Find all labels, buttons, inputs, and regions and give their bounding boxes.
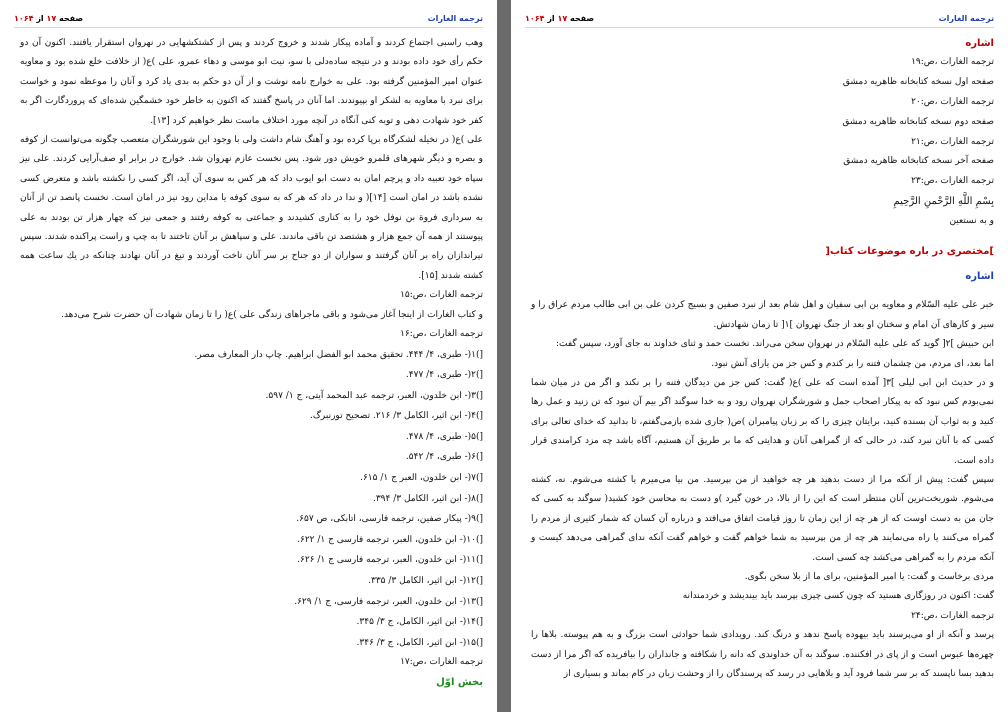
source-page-ref: ترجمه الغارات ،ص:۱۷ bbox=[400, 657, 483, 668]
left-page-content bbox=[20, 34, 483, 712]
body-paragraph: على )ع( در نخيله لشكرگاه برپا كرده بود و آهنگ شام داشت ولى با وجود اين شورشگران متعصب چگونه مى‌توانست از كوفه و بصره و ديگر شهرهاى قلمرو خويش دور شود. پس نخست عازم نهروان شد. خوارج در برابر او صف‌آرايى كردند. على نيز سپاه خود تعبيه داد و پرچم امان به دست ابو ايوب داد كه هر كس به سوى آن آيد، اگر كسى را نكشته باشد و متعرض كسى نشده باشد در امان است [۱۴]( و ندا در داد كه هر كه به سوى كوفه يا مداين رود نيز در امان است. نخست پانصد تن از آنان به سردارى فروة بن نوفل خود را به كنارى كشيدند و جماعتى به كوفه رفتند و جمعى نيز كه چهار هزار تن بودند به على پيوستند از همه آن جمع هزار و هشتصد تن باقى ماندند. على و سپاهش بر آنان تاختند تا به چپ و راست پراكنده شدند. سپس تيراندازان راه بر آنان گرفتند و سواران از دو جناح بر سر آنان تاخت آوردند و تيغ در آنان نهادند چنانكه در يك ساعت همه كشته شدند [۱۵]. bbox=[20, 135, 483, 281]
opening-phrase: و به نستعين bbox=[949, 215, 994, 226]
page-total: ۱۰۶۴ bbox=[14, 14, 34, 23]
page-sep: از bbox=[544, 14, 558, 23]
footnote-item[interactable]: [)۱۵(- ابن اثير، الكامل، ج ۳/ ۳۴۶. bbox=[356, 637, 483, 648]
footnote-item[interactable]: [)۱(- طبرى، ۴/ ۴۴۴. تحقيق محمد ابو الفضل ابراهيم. چاپ دار المعارف مصر. bbox=[194, 349, 483, 360]
body-paragraph: ابن حبيش ]۲[ گويد كه على عليه السّلام در نهروان سخن مى‌راند. نخست حمد و ثناى خداوند به جاى آورد، سپس گفت: bbox=[555, 339, 994, 350]
left-page bbox=[0, 0, 497, 712]
page-total: ۱۰۶۴ bbox=[525, 14, 545, 23]
toc-item: صفحه آخر نسخه كتابخانه ظاهريه دمشق bbox=[843, 156, 994, 167]
toc-item: ترجمه الغارات ،ص:۲۱ bbox=[911, 136, 994, 147]
source-page-ref: ترجمه الغارات ،ص:۲۴ bbox=[911, 610, 994, 621]
body-paragraph: و كتاب الغارات از اينجا آغاز مى‌شود و باقى ماجراهاى زندگى على )ع( را تا زمان شهادت آن حضرت شرح مى‌دهد. bbox=[61, 309, 483, 320]
toc-item: ترجمه الغارات ،ص:۲۳ bbox=[911, 176, 994, 187]
toc-item: ترجمه الغارات ،ص:۱۹ bbox=[911, 57, 994, 68]
source-page-ref: ترجمه الغارات ،ص:۱۶ bbox=[400, 329, 483, 340]
page-header bbox=[525, 12, 994, 26]
right-page bbox=[511, 0, 1008, 712]
section-heading: اشاره bbox=[965, 38, 994, 49]
footnote-item[interactable]: [)۴(- ابن اثير، الكامل ۳/ ۲۱۶. تصحيح تورنبرگ. bbox=[309, 411, 483, 422]
footnote-item[interactable]: [)۸(- ابن اثير، الكامل ۳/ ۳۹۴. bbox=[372, 493, 483, 504]
toc-item: صفحه دوم نسخه كتابخانه ظاهريه دمشق bbox=[842, 116, 994, 127]
toc-item: صفحه اول نسخه كتابخانه ظاهريه دمشق bbox=[842, 77, 994, 88]
page-label: صفحه bbox=[56, 14, 84, 23]
body-paragraph: خبر على عليه السّلام و معاويه بن ابى سفيان و اهل شام بعد از نبرد صفين و بسيج كردن على بن ابى طالب مردم عراق را و سير و كارهاى آن امام و سخنان او بعد از جنگ نهروان ]۱[ تا زمان شهادتش. bbox=[531, 300, 994, 330]
bismillah: بِسْمِ اللَّهِ الرَّحْمنِ الرَّحِيمِ bbox=[893, 195, 994, 207]
footnote-item[interactable]: [)۲(- طبرى، ۴/ ۴۷۷. bbox=[405, 370, 483, 381]
body-paragraph: اما بعد، اى مردم، من چشمان فتنه را بر كندم و كس جز من ياراى آنش نبود. bbox=[711, 358, 994, 369]
spacer bbox=[531, 232, 994, 242]
page-current: ۱۷ bbox=[557, 14, 568, 23]
toc-item: ترجمه الغارات ،ص:۲۰ bbox=[911, 97, 994, 107]
body-paragraph: سپس گفت: پيش از آنكه مرا از دست بدهيد هر چه خواهيد از من بپرسيد. من بيا مى‌ميرم يا كشته مى‌شوم. نه، كشته مى‌شوم. شوربخت‌ترين آنان منتظر است كه اين را از بالا، در خون گيرد )و دست به محاسن خود كشيد( سوگند به كسى كه جان من به دست اوست كه از هر چه از اين زمان تا روز قيامت اتفاق مى‌افتد و درباره آن كسان كه شمار كثيرى از مردم را گمراه مى‌كنند يا راه مى‌نمايند هر چه از من بپرسيد به شما خواهم گفت و خواهم گفت آنكه نداى گمراهى مى‌دهد كيست و آنكه مردم را به گمراهى مى‌كشد چه كسى است. bbox=[531, 475, 994, 563]
header-divider bbox=[14, 27, 483, 28]
spacer bbox=[531, 286, 994, 296]
book-title: ترجمه الغارات bbox=[427, 14, 483, 23]
footnote-item[interactable]: [)۱۱(- ابن خلدون، العبر، ترجمه فارسى ج ۱/ ۶۲۶. bbox=[297, 555, 483, 566]
book-title: ترجمه الغارات bbox=[938, 14, 994, 23]
page-current: ۱۷ bbox=[46, 14, 57, 23]
header-divider bbox=[525, 27, 994, 28]
section-heading: بخش اوّل bbox=[436, 676, 483, 688]
page-header bbox=[14, 12, 483, 26]
body-paragraph: مردى برخاست و گفت: يا امير المؤمنين، براى ما از بلا سخن بگوى. bbox=[744, 572, 994, 583]
footnote-item[interactable]: [)۱۲(- ابن اثير، الكامل ۳/ ۳۳۵. bbox=[368, 576, 483, 587]
body-paragraph: وهب راسبى اجتماع كردند و آماده پيكار شدند و خروج كردند و پس از كشتكشهايى در نهروان استقرار يافتند. اكنون آن دو حكم رأى خود داده بودند و در نتيجه ساده‌دلى با سو، نيت ابو موسى و دهاء عمرو، على )ع( از خلافت خلع شده بود و معاويه عنوان امير المؤمنين گرفته بود. على به خوارج نامه نوشت و از آن دو حكم به بدى ياد كرد و آنان را موعظه نمود و خواست براى نبرد با معاويه به لشكر او بپيوندند. اما آنان در پاسخ گفتند كه اكنون به خاطر خود خشمگين شده‌اى كه پروردگارت اگر به كفر خود شهادت دهى و توبه كنى آنگاه در آنچه مورد اختلاف ماست نظر خواهيم كرد [۱۳]. bbox=[20, 38, 483, 126]
page-number bbox=[14, 12, 83, 26]
footnote-item[interactable]: [)۳(- ابن خلدون، العبر، ترجمه عبد المحمد آيتى، ج ۱/ ۵۹۷. bbox=[265, 390, 483, 401]
source-page-ref: ترجمه الغارات ،ص:۱۵ bbox=[400, 290, 483, 301]
section-heading: ]مختصرى در باره موضوعات كتاب[ bbox=[825, 245, 994, 257]
footnote-item[interactable]: [)۹(- پيكار صفين، ترجمه فارسى، اتابكى، ص ۶۵۷. bbox=[296, 514, 483, 525]
footnote-item[interactable]: [)۷(- ابن خلدون، العبر ج ۱/ ۶۱۵. bbox=[360, 473, 483, 484]
footnote-item[interactable]: [)۱۳(- ابن خلدون، العبر، ترجمه فارسى، ج ۱/ ۶۲۹. bbox=[294, 596, 483, 607]
footnote-item[interactable]: [)۵(- طبرى، ۴/ ۴۷۸. bbox=[405, 431, 483, 442]
page-number bbox=[525, 12, 594, 26]
page-sep: از bbox=[33, 14, 47, 23]
page-label: صفحه bbox=[567, 14, 595, 23]
body-paragraph: و در حديث ابن ابى ليلى ]۳[ آمده است كه على )ع( گفت: كس جز من ديدگان فتنه را بر نكند و اگر من در ميان شما نمى‌بودم كس نبود كه به پيكار اصحاب جمل و شورشگران نهروان رود و به خدا سوگند اگر بيم آن نبود كه تن زنيد و عمل رها كنيد و به ثواب آن بسنده كنيد، برايتان چيزى را كه بر زبان پيامبران )ص( جارى شده بازمى‌گفتم، تا بدانيد كه خداى تعالى براى كسى كه با آنان نبرد كند، در حالى كه از گمراهى آنان و هدايتى كه ما بر طريق آن هستيم، آگاه باشد چه مزد كرامندى قرار داده است. bbox=[531, 378, 994, 466]
section-heading: اشاره bbox=[965, 270, 994, 282]
body-paragraph: گفت: اكنون در روزگارى هستيد كه چون كسى چيزى بپرسد بايد بينديشد و خردمندانه bbox=[682, 591, 994, 602]
footnote-item[interactable]: [)۱۴(- ابن اثير، الكامل، ج ۳/ ۳۴۵. bbox=[356, 617, 483, 628]
body-paragraph: پرسد و آنكه از او مى‌پرسند بايد بيهوده پاسخ ندهد و درنگ كند. رويدادى شما حوادثى است بزرگ و به هم پيوسته. بلاها را چهره‌ها عبوس است و از پاى در افكننده. سوگند به آن خداوندى كه دانه را شكافته و جانداران را بيافريده كه اگر مرا از دست بدهيد بسا ناپسند كه بر سر شما فرود آيد و بلاهايى در رسد كه پرسندگان را از وحشت زبان در كام بماند و بسيارى از bbox=[531, 630, 994, 680]
right-page-content bbox=[531, 34, 994, 712]
footnote-list bbox=[20, 345, 483, 654]
toc-list bbox=[531, 53, 994, 231]
footnote-item[interactable]: [)۶(- طبرى، ۴/ ۵۴۲. bbox=[405, 452, 483, 463]
footnote-item[interactable]: [)۱۰(- ابن خلدون، العبر، ترجمه فارسى ج ۱/ ۶۲۲. bbox=[297, 534, 483, 545]
